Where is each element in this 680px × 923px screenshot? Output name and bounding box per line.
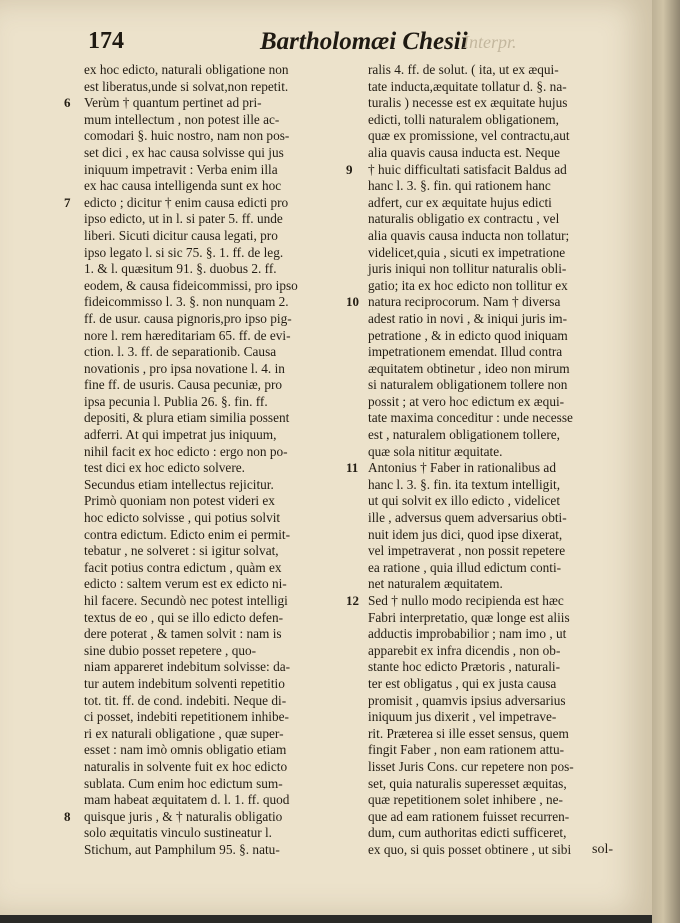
text-line [84,676,354,693]
text-line [84,377,354,394]
text-line [84,792,354,809]
line-text: tate inducta,æquitate tollatur d. §. na- [368,78,567,94]
text-line [84,493,354,510]
text-line [84,427,354,444]
text-line [368,643,636,660]
line-text: que ad eam rationem fuisset recurren- [368,808,570,824]
line-text: natura reciprocorum. Nam † diversa [368,294,561,310]
line-text: fine ff. de usuris. Causa pecuniæ, pro [84,377,283,393]
line-text: æquitatem obtinetur , ideo non mirum [368,360,570,376]
line-text: hoc edicto solvisse , qui potius solvit [84,510,281,526]
line-text: alia quavis causa inducta non tollatur; [368,227,570,243]
line-text: solo æquitatis vinculo sustineatur l. [84,825,272,841]
line-text: promisit , quamvis ipsius adversarius [368,692,566,708]
line-text: stante hoc edicto Prætoris , naturali- [368,659,561,675]
text-line [368,112,636,129]
text-line [368,278,636,295]
text-line [84,659,354,676]
text-line [64,808,354,826]
line-text: ralis 4. ff. de solut. ( ita, ut ex æqui- [368,62,559,77]
text-line [368,178,636,195]
line-text: nuit idem jus dici, quod ipse dixerat, [368,526,563,542]
line-text: edicto : saltem verum est ex edicto ni- [84,576,287,592]
line-text: adfert, cur ex æquitate hujus edicti [368,194,552,210]
text-line [84,825,354,842]
line-text: niam appareret indebitum solvisse: da- [84,659,291,675]
line-text: eodem, & causa fideicommissi, pro ipso [84,277,298,293]
text-line [368,742,636,759]
text-line [84,62,354,79]
line-text: ci posset, indebiti repetitionem inhibe- [84,709,289,725]
text-line [368,394,636,411]
line-text: est , naturalem obligationem tollere, [368,427,561,443]
line-text: ex hoc edicto, naturali obligatione non [84,62,289,77]
text-line [368,676,636,693]
line-text: ex quo, si quis posset obtinere , ut sibi [368,841,572,857]
line-text: edicto ; dicitur † enim causa edicti pro [84,194,289,210]
line-text: Stichum, aut Pamphilum 95. §. natu- [84,841,280,857]
text-line [368,576,636,593]
line-text: ut qui solvit ex illo edicto , videlicet [368,493,561,509]
line-text: Primò quoniam non potest videri ex [84,493,275,509]
line-text: ri ex naturali obligatione , quæ super- [84,725,284,741]
line-text: ea ratione , quia illud edictum conti- [368,559,562,575]
text-line [368,825,636,842]
line-text: ex hac causa intelligenda sunt ex hoc [84,178,282,194]
text-line [368,809,636,826]
text-line [368,128,636,145]
bleed-through-text: Interpr. [463,32,517,52]
page-edge [652,0,680,923]
line-text: nihil facit ex hoc edicto : ergo non po- [84,443,288,459]
text-line [368,427,636,444]
text-line [84,361,354,378]
line-text: novationis , pro ipsa novatione l. 4. in [84,360,285,376]
text-line [346,161,636,179]
line-text: quæ repetitionem solet inhibere , ne- [368,792,563,808]
line-text: Verùm † quantum pertinet ad pri- [84,95,262,111]
text-line [368,626,636,643]
page-number: 174 [88,28,124,54]
line-text: iniquum jus dixerit , vel impetrave- [368,709,557,725]
line-text: 1. & l. quæsitum 91. §. duobus 2. ff. [84,261,277,277]
text-line [368,361,636,378]
line-text: alia quavis causa inducta est. Neque [368,144,560,160]
text-line [64,194,354,212]
text-line [368,527,636,544]
line-text: ipsa pecunia l. Publia 26. §. fin. ff. [84,393,268,409]
text-line [84,742,354,759]
text-line [84,776,354,793]
section-number: 6 [64,95,71,111]
text-line [84,112,354,129]
text-line [84,245,354,262]
line-text: videlicet,quia , sicuti ex impetratione [368,244,566,260]
line-text: esset : nam imò omnis obligatio etiam [84,742,287,758]
line-text: † huic difficultati satisfacit Baldus ad [368,161,567,177]
text-line [84,261,354,278]
text-line [84,162,354,179]
line-text: set dici , ex hac causa solvisse qui jus [84,144,284,160]
line-text: comodari §. huic nostro, nam non pos- [84,128,290,144]
line-text: Fabri interpretatio, quæ longe est aliis [368,609,570,625]
line-text: ter est obligatus , qui ex justa causa [368,675,557,691]
text-line [84,527,354,544]
line-text: sine dubio posset repetere , quo- [84,642,257,658]
line-text: mum intellectum , non potest ille ac- [84,111,280,127]
line-text: facit potius contra edictum , quàm ex [84,559,282,575]
text-line [84,726,354,743]
text-line [368,344,636,361]
text-line [368,62,636,79]
line-text: sublata. Cum enim hoc edictum sum- [84,775,283,791]
line-text: adductis improbabilior ; nam imo , ut [368,626,567,642]
line-text: net naturalem æquitatem. [368,576,503,592]
text-line [84,560,354,577]
catchword: sol- [592,842,613,857]
line-text: set, quia naturalis superesset æquitas, [368,775,567,791]
text-line [84,311,354,328]
text-line [84,228,354,245]
text-line [84,294,354,311]
text-line [84,410,354,427]
text-line [84,145,354,162]
line-text: tur autem indebitum solventi repetitio [84,675,285,691]
text-line [84,394,354,411]
text-line [368,245,636,262]
line-text: mam habeat æquitatem d. l. 1. ff. quod [84,792,290,808]
line-text: hil facere. Secundò nec potest intelligi [84,593,288,608]
line-text: fideicommisso l. 3. §. non nunquam 2. [84,294,289,310]
line-text: quæ ex promissione, vel contractu,aut [368,128,570,144]
section-number: 9 [346,161,353,177]
line-text: si naturalem obligationem tollere non [368,377,568,393]
line-text: nore l. rem hæreditariam 65. ff. de evi- [84,327,291,343]
text-line [368,261,636,278]
line-text: liberi. Sicuti dicitur causa legati, pro [84,227,278,243]
text-line [84,626,354,643]
text-line [346,460,636,477]
text-line [84,178,354,195]
line-text: ipso legato l. si sic 75. §. 1. ff. de leg. [84,244,284,260]
line-text: edicti, tolli naturalem obligationem, [368,111,559,127]
text-line [84,643,354,660]
text-line [368,228,636,245]
running-title: Bartholomæi Chesii [260,28,468,55]
line-text: textus de eo , qui se illo edicto defen- [84,609,284,625]
section-number: 11 [346,460,359,476]
text-line [368,311,636,328]
left-column [64,62,354,859]
text-line [84,328,354,345]
line-text: ction. l. 3. ff. de separationib. Causa [84,344,277,360]
text-line [84,610,354,627]
line-text: quisque juris , & † naturalis obligatio [84,808,283,824]
line-text: ipso edicto, ut in l. si pater 5. ff. unde [84,211,283,227]
text-line [84,576,354,593]
line-text: dum, cum authoritas edicti sufficeret, [368,825,567,841]
text-line [84,693,354,710]
line-text: gatio; ita ex hoc edicto non tollitur ex [368,277,568,293]
text-line [84,128,354,145]
page-header [88,28,648,64]
section-number: 8 [64,808,71,824]
line-text: contra edictum. Edicto enim ei permit- [84,526,291,542]
section-number: 7 [64,194,71,210]
text-line [368,610,636,627]
text-line [368,792,636,809]
text-line [346,593,636,610]
text-line [368,726,636,743]
line-text: dere poterat , & tamen solvit : nam is [84,626,282,642]
line-text: est liberatus,unde si solvat,non repetit. [84,78,289,94]
line-text: lisset Juris Cons. cur repetere non pos- [368,758,574,774]
text-line [84,510,354,527]
line-text: rit. Præterea si ille esset sensus, quem [368,725,569,741]
text-line [368,693,636,710]
text-line [368,195,636,212]
line-text: depositi, & plura etiam similia possent [84,410,290,426]
line-text: tebatur , ne solveret : si igitur solvat, [84,543,279,559]
text-line [84,759,354,776]
text-line [368,659,636,676]
text-line [368,377,636,394]
text-line [84,593,354,610]
text-line [368,79,636,96]
line-text: naturalis obligatio ex contractu , vel [368,211,560,227]
text-line [368,560,636,577]
text-line [84,543,354,560]
text-line [346,294,636,311]
line-text: Sed † nullo modo recipienda est hæc [368,593,564,608]
line-text: impetrationem emendat. Illud contra [368,344,563,360]
text-line [368,95,636,112]
line-text: apparebit ex infra dicendis , non ob- [368,642,561,658]
text-line [368,543,636,560]
text-line [368,444,636,461]
line-text: Antonius † Faber in rationalibus ad [368,460,556,476]
text-line [368,759,636,776]
text-line [368,510,636,527]
text-line [368,709,636,726]
line-text: iniquum impetravit : Verba enim illa [84,161,278,177]
text-line [84,79,354,96]
text-line [84,460,354,477]
text-line [368,410,636,427]
line-text: ff. de usur. causa pignoris,pro ipso pig- [84,310,292,326]
text-line [84,278,354,295]
text-line [368,493,636,510]
line-text: possit ; at vero hoc edictum ex æqui- [368,393,565,409]
line-text: petratione , & in edicto quod iniquam [368,327,568,343]
line-text: fingit Faber , non eam rationem attu- [368,742,565,758]
text-line [84,842,354,859]
line-text: naturalis in solvente fuit ex hoc edicto [84,758,288,774]
line-text: hanc l. 3. §. fin. ita textum intelligit, [368,476,561,492]
line-text: adferri. At qui impetrat jus iniquum, [84,427,277,443]
line-text: turalis ) necesse est ex æquitate hujus [368,95,568,111]
line-text: adest ratio in novi , & iniqui juris im- [368,310,568,326]
text-line [368,328,636,345]
line-text: Secundus etiam intellectus rejicitur. [84,476,274,492]
text-line [84,709,354,726]
right-column [346,62,636,859]
text-line [368,211,636,228]
text-line [64,95,354,112]
line-text: juris iniqui non tollitur naturalis obli- [368,261,567,277]
text-line [84,211,354,228]
text-line [84,444,354,461]
section-number: 12 [346,593,359,608]
line-text: hanc l. 3. §. fin. qui rationem hanc [368,178,551,194]
line-text: tot. tit. ff. de cond. indebiti. Neque di- [84,692,287,708]
text-line [84,344,354,361]
section-number: 10 [346,294,359,310]
text-line [368,776,636,793]
line-text: test dici ex hoc edicto solvere. [84,460,245,476]
line-text: ille , adversus quem adversarius obti- [368,510,567,526]
line-text: tate maxima conceditur : unde necesse [368,410,573,426]
line-text: quæ sola nititur æquitate. [368,443,503,459]
text-line [368,145,636,162]
text-line [84,477,354,494]
text-line [368,477,636,494]
line-text: vel impetraverat , non possit repetere [368,543,566,559]
